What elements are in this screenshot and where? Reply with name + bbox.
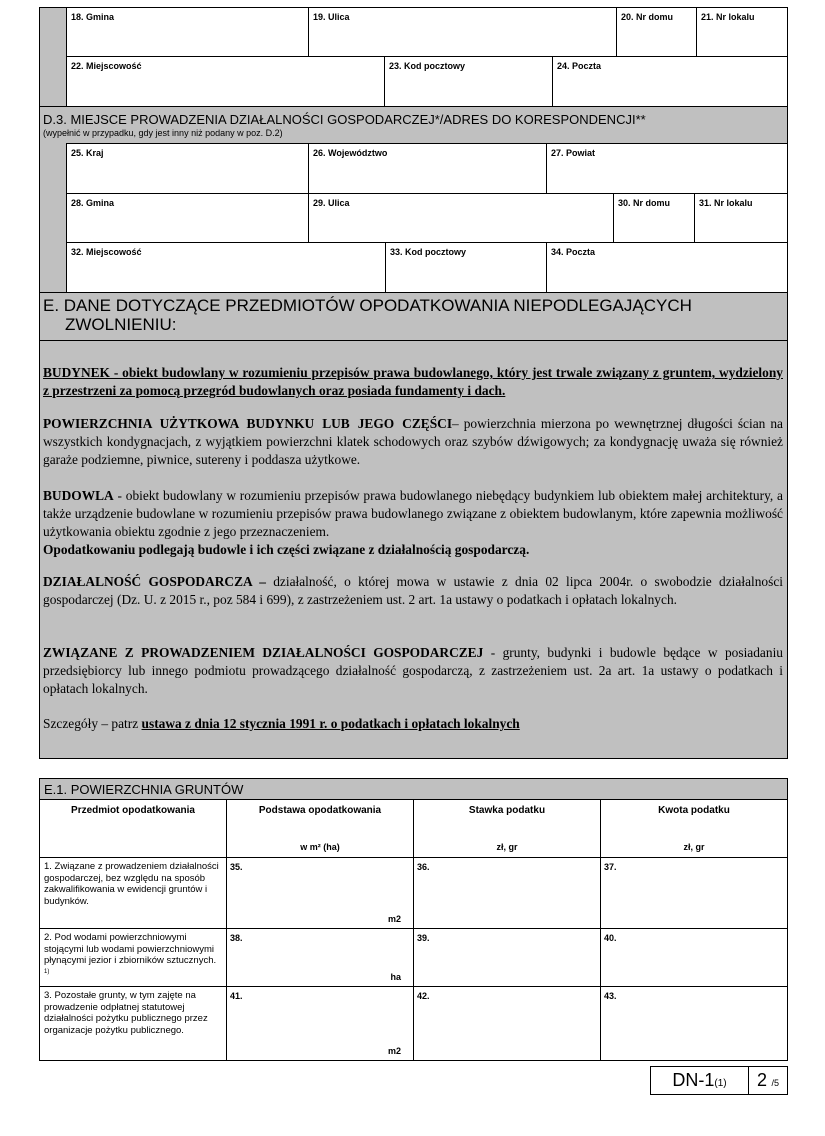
field-number: 38. bbox=[230, 933, 243, 943]
header-stawka bbox=[413, 799, 601, 858]
header-kwota bbox=[600, 799, 788, 858]
zwiazane-term: ZWIĄZANE Z PROWADZENIEM DZIAŁALNOŚCI GOSPODARCZEJ bbox=[43, 645, 484, 660]
field-number: 35. bbox=[230, 862, 243, 872]
field-label: 20. Nr domu bbox=[621, 12, 674, 22]
section-e-title-divider bbox=[39, 340, 788, 341]
dzialalnosc-text: działalność, o której mowa w ustawie z dnia 02 lipca 2004r. o swobodzie działalności gospodarczej (Dz. U. z 2015 r., poz 584 i 699), z zastrzeżeniem ust. 2 art. 1a ustawy o podatkach i opłatach lokalnych. bbox=[43, 574, 783, 607]
section-e-title-line2: ZWOLNIENIU: bbox=[65, 315, 177, 334]
field-36[interactable] bbox=[413, 857, 601, 929]
header-podstawa bbox=[226, 799, 414, 858]
section-e1-title: E.1. POWIERZCHNIA GRUNTÓW bbox=[44, 782, 244, 797]
field-nr-domu[interactable] bbox=[616, 7, 697, 57]
field-wojewodztwo[interactable] bbox=[308, 143, 547, 194]
page-total: /5 bbox=[771, 1078, 779, 1088]
field-number: 43. bbox=[604, 991, 617, 1001]
dzialalnosc-term: DZIAŁALNOŚĆ GOSPODARCZA – bbox=[43, 574, 266, 589]
field-label: 30. Nr domu bbox=[618, 198, 671, 208]
field-label: 19. Ulica bbox=[313, 12, 350, 22]
field-number: 42. bbox=[417, 991, 430, 1001]
field-40[interactable] bbox=[600, 928, 788, 987]
field-ulica-d3[interactable] bbox=[308, 193, 614, 243]
szczegoly-line bbox=[43, 715, 783, 733]
powierzchnia-term: POWIERZCHNIA UŻYTKOWA BUDYNKU LUB JEGO CZĘŚCI bbox=[43, 416, 453, 431]
szczegoly-prefix: Szczegóły – patrz bbox=[43, 716, 142, 731]
field-42[interactable] bbox=[413, 986, 601, 1061]
field-number: 40. bbox=[604, 933, 617, 943]
field-kod-pocztowy[interactable] bbox=[384, 56, 553, 107]
field-43[interactable] bbox=[600, 986, 788, 1061]
field-gmina-d3[interactable] bbox=[66, 193, 309, 243]
form-code-box bbox=[650, 1066, 749, 1095]
field-number: 37. bbox=[604, 862, 617, 872]
definition-powierzchnia bbox=[43, 415, 783, 469]
budowla-note: Opodatkowaniu podlegają budowle i ich części związane z działalnością gospodarczą. bbox=[43, 542, 530, 557]
header-label: Podstawa opodatkowania bbox=[258, 805, 382, 816]
field-label: 25. Kraj bbox=[71, 148, 104, 158]
definition-dzialalnosc bbox=[43, 573, 783, 609]
section-d3-title: D.3. MIEJSCE PROWADZENIA DZIAŁALNOŚCI GOSPODARCZEJ*/ADRES DO KORESPONDENCJI** bbox=[43, 112, 646, 127]
field-unit: m2 bbox=[387, 914, 401, 924]
field-unit: ha bbox=[390, 972, 401, 982]
budynek-text: BUDYNEK - obiekt budowlany w rozumieniu przepisów prawa budowlanego, który jest trwale związany z gruntem, wydzielony z przestrzeni za pomocą przegród budowlanych oraz posiada fundamenty i dach. bbox=[43, 365, 783, 398]
field-35[interactable] bbox=[226, 857, 414, 929]
header-label: Przedmiot opodatkowania bbox=[71, 805, 195, 816]
field-label: 29. Ulica bbox=[313, 198, 350, 208]
section-e-title-line1: E. DANE DOTYCZĄCE PRZEDMIOTÓW OPODATKOWANIA NIEPODLEGAJĄCYCH bbox=[43, 296, 692, 315]
field-label: 21. Nr lokalu bbox=[701, 12, 755, 22]
field-unit: m2 bbox=[387, 1046, 401, 1056]
field-miejscowosc[interactable] bbox=[66, 56, 385, 107]
field-label: 31. Nr lokalu bbox=[699, 198, 753, 208]
field-label: 26. Województwo bbox=[313, 148, 388, 158]
field-label: 34. Poczta bbox=[551, 247, 596, 257]
header-unit: zł, gr bbox=[496, 842, 518, 852]
section-d2-side-strip bbox=[39, 7, 66, 107]
field-38[interactable] bbox=[226, 928, 414, 987]
definition-budynek bbox=[43, 364, 783, 400]
field-gmina[interactable] bbox=[66, 7, 309, 57]
row-label-3 bbox=[39, 986, 227, 1061]
field-kraj[interactable] bbox=[66, 143, 309, 194]
field-label: 22. Miejscowość bbox=[71, 61, 142, 71]
row-label-text: 3. Pozostałe grunty, w tym zajęte na prowadzenie odpłatnej statutowej działalności pożytku publicznego przez organizacje pożytku publicznego. bbox=[44, 990, 208, 1036]
footnote-ref: 1) bbox=[44, 968, 50, 975]
field-nr-lokalu[interactable] bbox=[696, 7, 788, 57]
field-41[interactable] bbox=[226, 986, 414, 1061]
field-miejscowosc-d3[interactable] bbox=[66, 242, 386, 293]
header-unit: w m² (ha) bbox=[300, 842, 340, 852]
page-number-box bbox=[748, 1066, 788, 1095]
field-number: 39. bbox=[417, 933, 430, 943]
section-d3-side-strip bbox=[39, 143, 66, 293]
budowla-text: - obiekt budowlany w rozumieniu przepisów prawa budowlanego niebędący budynkiem lub obiektem małej architektury, a także urządzenie budowlane w rozumieniu przepisów prawa budowlanego związane z obiektem budowlanym, które zapewnia możliwość użytkowania obiektu zgodnie z jego przeznaczeniem. bbox=[43, 488, 783, 539]
field-powiat[interactable] bbox=[546, 143, 788, 194]
field-39[interactable] bbox=[413, 928, 601, 987]
row-label-text: 1. Związane z prowadzeniem działalności gospodarczej, bez względu na sposób zakwalifikowania w ewidencji gruntów i budynków. bbox=[44, 861, 219, 907]
field-poczta[interactable] bbox=[552, 56, 788, 107]
powierzchnia-text: – powierzchnia mierzona po wewnętrznej długości ścian na wszystkich kondygnacjach, z wyjątkiem powierzchni klatek schodowych oraz szybów dźwigowych; za kondygnację uważa się również garaże podziemne, piwnice, sutereny i poddasza użytkowe. bbox=[43, 416, 783, 467]
row-label-1 bbox=[39, 857, 227, 929]
field-nr-lokalu-d3[interactable] bbox=[694, 193, 788, 243]
section-d3-header bbox=[39, 106, 788, 144]
row-label-2 bbox=[39, 928, 227, 987]
form-code: DN-1 bbox=[672, 1070, 715, 1090]
form-version: (1) bbox=[714, 1078, 727, 1089]
header-przedmiot bbox=[39, 799, 227, 858]
header-unit: zł, gr bbox=[683, 842, 705, 852]
definition-zwiazane bbox=[43, 644, 783, 698]
header-label: Kwota podatku bbox=[658, 805, 730, 816]
field-number: 36. bbox=[417, 862, 430, 872]
section-d3-subtitle: (wypełnić w przypadku, gdy jest inny niż podany w poz. D.2) bbox=[43, 128, 283, 138]
field-poczta-d3[interactable] bbox=[546, 242, 788, 293]
zwiazane-text: - grunty, budynki i budowle będące w posiadaniu przedsiębiorcy lub innego podmiotu prowadzącego działalność gospodarczą, z zastrzeżeniem ust. 2a art. 1a ustawy o podatkach i opłatach lokalnych. bbox=[43, 645, 783, 696]
field-label: 28. Gmina bbox=[71, 198, 115, 208]
field-kod-pocztowy-d3[interactable] bbox=[385, 242, 547, 293]
field-label: 27. Powiat bbox=[551, 148, 596, 158]
field-number: 41. bbox=[230, 991, 243, 1001]
field-label: 33. Kod pocztowy bbox=[390, 247, 467, 257]
row-label-text: 2. Pod wodami powierzchniowymi stojącymi lub wodami powierzchniowymi płynącymi jezior i zbiorników sztucznych. bbox=[44, 932, 217, 967]
section-e-title bbox=[43, 296, 692, 334]
field-label: 18. Gmina bbox=[71, 12, 115, 22]
field-label: 32. Miejscowość bbox=[71, 247, 142, 257]
definition-budowla bbox=[43, 487, 783, 559]
budowla-term: BUDOWLA bbox=[43, 488, 114, 503]
ustawa-link[interactable]: ustawa z dnia 12 stycznia 1991 r. o podatkach i opłatach lokalnych bbox=[141, 716, 520, 731]
field-label: 24. Poczta bbox=[557, 61, 602, 71]
field-37[interactable] bbox=[600, 857, 788, 929]
field-ulica[interactable] bbox=[308, 7, 617, 57]
header-label: Stawka podatku bbox=[468, 805, 546, 816]
section-e1-header bbox=[39, 778, 788, 800]
field-label: 23. Kod pocztowy bbox=[389, 61, 466, 71]
field-nr-domu-d3[interactable] bbox=[613, 193, 695, 243]
page-number: 2 bbox=[757, 1070, 768, 1090]
